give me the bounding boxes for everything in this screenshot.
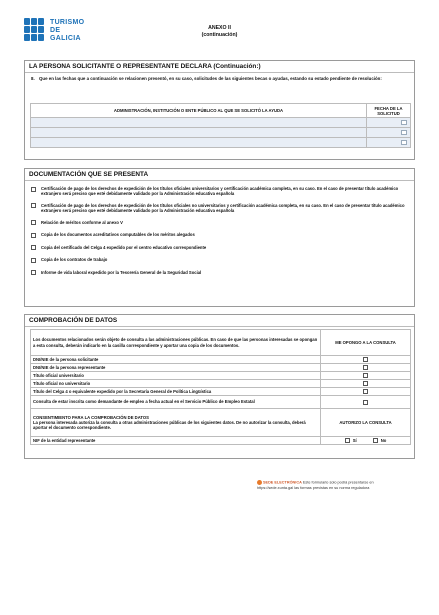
declaration-note xyxy=(25,73,414,82)
oppose-checkbox[interactable] xyxy=(363,365,368,370)
footer-text2: las formas previstas en su norma reguladora xyxy=(294,485,370,490)
row-label: Título del Celga 4 o equivalente expedido por la Secretaría General de Política Lingüística xyxy=(31,388,321,396)
date-field[interactable] xyxy=(367,138,411,148)
si-label: Sí xyxy=(352,437,357,443)
consent-text: La persona interesada autoriza la consulta a otras administraciones públicas de los siguientes datos. De no autorizar la consulta, deberá aportar el documento correspondiente. xyxy=(33,419,306,431)
column-header-administration: ADMINISTRACIÓN, INSTITUCIÓN O ENTE PÚBLICO AL QUE SE SOLICITÓ LA AYUDA xyxy=(31,104,367,118)
document-label: Copia de los contratos de trabajo xyxy=(41,257,108,263)
table-row xyxy=(31,396,411,409)
oppose-checkbox[interactable] xyxy=(363,400,368,405)
administration-field[interactable] xyxy=(31,118,367,128)
data-verification-table xyxy=(30,329,411,445)
document-checkbox[interactable] xyxy=(31,245,36,250)
administration-field[interactable] xyxy=(31,138,367,148)
si-checkbox[interactable] xyxy=(345,438,350,443)
note-number: 8. xyxy=(31,76,35,81)
documentation-section xyxy=(24,168,415,307)
no-checkbox[interactable] xyxy=(373,438,378,443)
oppose-checkbox[interactable] xyxy=(363,381,368,386)
data-verification-section xyxy=(24,314,415,459)
list-item xyxy=(31,232,408,238)
document-label: Relación de méritos conforme al anexo V xyxy=(41,219,123,225)
column-header-date: FECHA DE LA SOLICITUD xyxy=(367,104,411,118)
document-checkbox[interactable] xyxy=(31,220,36,225)
data-verification-title: COMPROBACIÓN DE DATOS xyxy=(25,315,414,327)
table-row xyxy=(31,380,411,388)
document-label: Certificación de pago de los derechos de expedición de los títulos oficiales no universitarios y certificación académica completa, en su caso. En el caso de presentar título académico extranjero será preciso que esté debidamente validado por la Administración educativa española xyxy=(41,202,405,214)
logo-line2: DE xyxy=(50,27,61,34)
declaration-title: LA PERSONA SOLICITANTE O REPRESENTANTE DECLARA (Continuación:) xyxy=(25,61,414,73)
aid-requests-table xyxy=(30,103,411,148)
document-label: Certificación de pago de los derechos de expedición de los títulos oficiales universitarios y certificación académica completa, en su caso. En el caso de presentar título académico extranjero será preciso que esté debidamente validado por la Administración educativa española xyxy=(41,186,399,197)
documentation-list xyxy=(25,181,414,275)
sede-label: SEDE ELECTRÓNICA xyxy=(263,480,302,485)
logo-line1: TURISMO xyxy=(50,19,85,26)
document-checkbox[interactable] xyxy=(31,258,36,263)
table-row xyxy=(31,364,411,372)
row-label: Título oficial universitario xyxy=(31,372,321,380)
list-item xyxy=(31,203,408,214)
verification-intro: Los documentos relacionados serán objeto de consulta a las administraciones públicas. En caso de que las personas interesadas se opongan a esta consulta, deberán indicarlo en la casilla correspondiente y aportar una copia de los documentos. xyxy=(31,330,321,356)
documentation-title: DOCUMENTACIÓN QUE SE PRESENTA xyxy=(25,169,414,181)
document-label: Copia de los documentos acreditativos computables de los méritos alegados xyxy=(41,232,195,238)
annex-title: ANEXO II xyxy=(208,25,231,31)
document-checkbox[interactable] xyxy=(31,203,36,208)
document-checkbox[interactable] xyxy=(31,233,36,238)
list-item xyxy=(31,245,408,251)
row-label: DNI/NIE de la persona representante xyxy=(31,364,321,372)
table-row xyxy=(31,388,411,396)
sede-link[interactable]: https://sede.xunta.gal xyxy=(257,485,294,490)
document-label: Copia del certificado del Celga 4 expedido por el centro educativo correspondiente xyxy=(41,244,207,250)
oppose-checkbox[interactable] xyxy=(363,357,368,362)
no-label: No xyxy=(380,437,387,443)
row-label: Consulta de estar inscrita como demandante de empleo a fecha actual en el Servicio Público de Empleo Estatal xyxy=(31,396,321,409)
list-item xyxy=(31,186,408,197)
annex-subtitle: (continuación) xyxy=(201,31,238,38)
row-label: DNI/NIE de la persona solicitante xyxy=(31,356,321,364)
document-label: Informe de vida laboral expedido por la Tesorería General de la Seguridad Social xyxy=(41,269,202,275)
document-checkbox[interactable] xyxy=(31,270,36,275)
oppose-header: ME OPONGO A LA CONSULTA xyxy=(321,330,411,356)
declaration-section xyxy=(24,60,415,160)
table-row xyxy=(31,356,411,364)
table-row xyxy=(31,437,411,445)
document-checkbox[interactable] xyxy=(31,187,36,192)
administration-field[interactable] xyxy=(31,128,367,138)
annex-header xyxy=(0,25,439,38)
nif-label: NIF de la entidad representante xyxy=(31,437,321,445)
oppose-checkbox[interactable] xyxy=(363,373,368,378)
footer-note xyxy=(257,480,422,491)
calendar-icon[interactable] xyxy=(401,130,407,135)
sede-icon xyxy=(257,480,262,485)
logo-line3: GALICIA xyxy=(50,35,81,42)
date-field[interactable] xyxy=(367,118,411,128)
list-item xyxy=(31,220,408,226)
oppose-checkbox[interactable] xyxy=(363,389,368,394)
consent-title: CONSENTIMIENTO PARA LA COMPROBACIÓN DE DATOS xyxy=(33,414,149,420)
calendar-icon[interactable] xyxy=(401,120,407,125)
list-item xyxy=(31,257,408,263)
authorize-header: AUTORIZO LA CONSULTA xyxy=(321,409,411,437)
note-text: Que en las fechas que a continuación se relacionen presentó, en su caso, solicitudes de las siguientes becas o ayudas, estando su estado pendiente de resolución: xyxy=(39,76,382,81)
row-label: Título oficial no universitario xyxy=(31,380,321,388)
table-row xyxy=(31,372,411,380)
list-item xyxy=(31,270,408,276)
consent-cell xyxy=(31,409,321,437)
date-field[interactable] xyxy=(367,128,411,138)
footer-text1: Este formulario solo podrá presentarse en xyxy=(302,480,374,485)
calendar-icon[interactable] xyxy=(401,140,407,145)
